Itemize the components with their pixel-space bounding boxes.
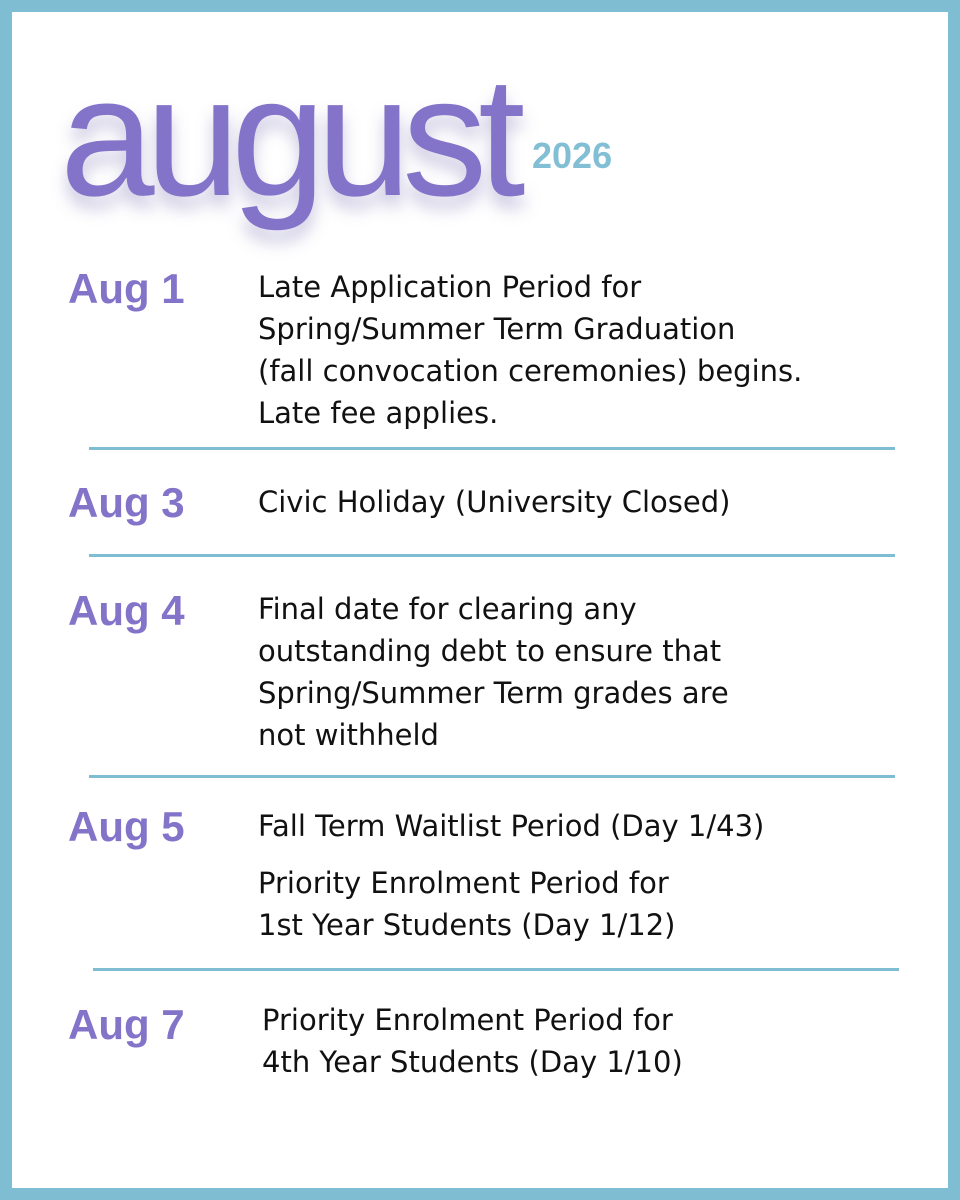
entry-date-aug-1: Aug 1 bbox=[68, 265, 185, 312]
entry-description-aug-5-extra bbox=[258, 862, 675, 946]
entry-line: 1st Year Students (Day 1/12) bbox=[258, 908, 676, 942]
entry-description-aug-1 bbox=[258, 266, 802, 434]
entry-line: not withheld bbox=[258, 718, 439, 752]
entry-line: (fall convocation ceremonies) begins. bbox=[258, 354, 803, 388]
entry-line: Priority Enrolment Period for bbox=[262, 1003, 673, 1037]
year-label: 2026 bbox=[532, 135, 613, 176]
entry-date-aug-7: Aug 7 bbox=[68, 1001, 185, 1048]
entry-line: Priority Enrolment Period for bbox=[258, 866, 669, 900]
entry-line: Late Application Period for bbox=[258, 270, 642, 304]
divider bbox=[89, 447, 895, 450]
entry-line: Spring/Summer Term grades are bbox=[258, 676, 729, 710]
entry-line: Final date for clearing any bbox=[258, 592, 637, 626]
entry-description-aug-5 bbox=[258, 805, 764, 847]
divider bbox=[93, 968, 899, 971]
entry-date-aug-3: Aug 3 bbox=[68, 479, 185, 526]
entry-line: Fall Term Waitlist Period (Day 1/43) bbox=[258, 809, 765, 843]
month-title: august bbox=[60, 42, 517, 232]
entry-line: Civic Holiday (University Closed) bbox=[258, 485, 731, 519]
entry-line: outstanding debt to ensure that bbox=[258, 634, 722, 668]
calendar-card bbox=[12, 12, 948, 1188]
entry-description-aug-4 bbox=[258, 588, 729, 756]
entry-date-aug-4: Aug 4 bbox=[68, 587, 185, 634]
divider bbox=[89, 554, 895, 557]
entry-description-aug-7 bbox=[262, 999, 683, 1083]
entry-line: Spring/Summer Term Graduation bbox=[258, 312, 736, 346]
divider bbox=[89, 775, 895, 778]
entry-line: Late fee applies. bbox=[258, 396, 499, 430]
entry-description-aug-3 bbox=[258, 481, 730, 523]
entry-date-aug-5: Aug 5 bbox=[68, 803, 185, 850]
entry-line: 4th Year Students (Day 1/10) bbox=[262, 1045, 683, 1079]
